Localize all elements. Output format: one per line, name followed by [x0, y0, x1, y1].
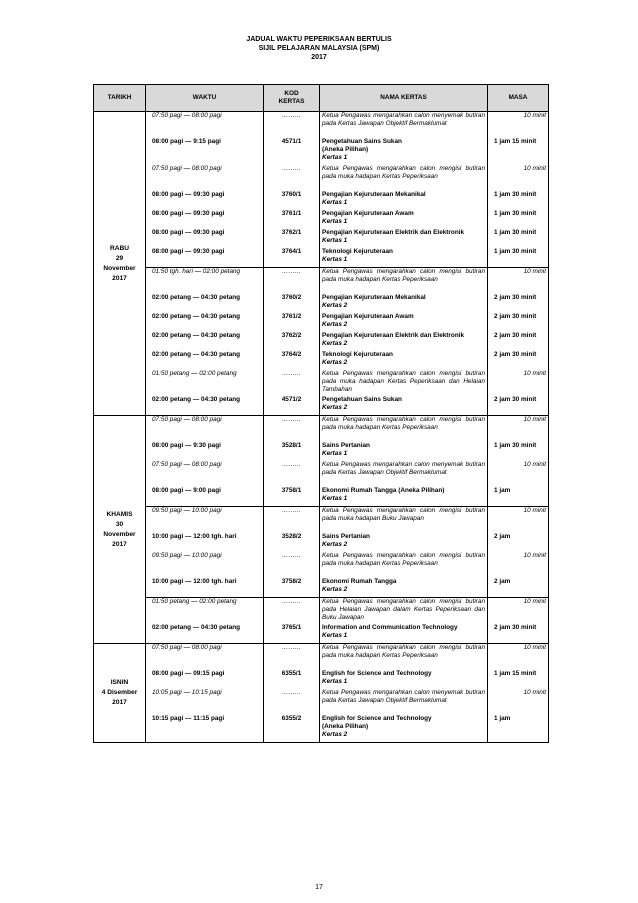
waktu-cell: 10:05 pagi — 10:15 pagi	[146, 689, 264, 715]
kertas-label: Kertas 1	[322, 218, 348, 225]
nama-text: Ketua Pengawas mengarahkan calon mengisi butiran pada muka hadapan Kertas Peperiksaan	[322, 268, 485, 283]
nama-cell	[320, 313, 488, 332]
nama-text: Ketua Pengawas mengarahkan calon mengisi butiran pada Helaian Jawapan dalam Kertas Peperiksaan dan Buku Jawapan	[322, 598, 485, 621]
nama-cell	[320, 670, 488, 689]
day-label-line: November	[103, 264, 136, 272]
nama-cell	[320, 191, 488, 210]
nama-text: Pengajian Kejuruteraan Mekanikal	[322, 191, 426, 198]
waktu-cell: 07:50 pagi — 08:00 pagi	[146, 644, 264, 671]
masa-cell: 2 jam 30 minit	[488, 351, 549, 370]
day-cell	[94, 112, 146, 416]
kod-cell: 3528/2	[264, 533, 320, 552]
day-label-line: 2017	[112, 274, 127, 282]
day-label-line: 2017	[112, 699, 127, 706]
nama-text: Ketua Pengawas mengarahkan calon mengisi butiran pada muka hadapan Buku Jawapan	[322, 507, 485, 522]
nama-text: Sains Pertanian	[322, 533, 370, 540]
waktu-cell: 02:00 petang — 04:30 petang	[146, 313, 264, 332]
kertas-label: Kertas 2	[322, 340, 348, 347]
kod-cell: 4571/1	[264, 138, 320, 165]
title-line-2: SIJIL PELAJARAN MALAYSIA (SPM)	[258, 45, 380, 52]
table-row	[94, 689, 549, 715]
waktu-cell: 08:00 pagi — 09:30 pagi	[146, 229, 264, 248]
nama-cell	[320, 416, 488, 443]
masa-cell: 1 jam 30 minit	[488, 191, 549, 210]
nama-subtext: (Aneka Pilihan)	[322, 146, 369, 153]
waktu-cell: 01:50 petang — 02:00 petang	[146, 370, 264, 396]
table-row	[94, 715, 549, 743]
nama-text: Information and Communication Technology	[322, 624, 458, 631]
waktu-cell: 02:00 petang — 04:30 petang	[146, 396, 264, 416]
kertas-label: Kertas 2	[322, 731, 348, 738]
nama-cell	[320, 487, 488, 507]
waktu-cell: 09:50 pagi — 10:00 pagi	[146, 507, 264, 534]
kertas-label: Kertas 2	[322, 321, 348, 328]
table-row	[94, 112, 549, 139]
kertas-label: Kertas 1	[322, 154, 348, 161]
waktu-cell: 10:15 pagi — 11:15 pagi	[146, 715, 264, 743]
masa-cell: 1 jam 15 minit	[488, 138, 549, 165]
nama-text: Pengajian Kejuruteraan Elektrik dan Elektronik	[322, 229, 465, 236]
kertas-label: Kertas 1	[322, 632, 348, 639]
kod-cell: 3761/1	[264, 210, 320, 229]
nama-text: Teknologi Kejuruteraan	[322, 351, 393, 358]
kod-cell: ………	[264, 644, 320, 671]
waktu-cell: 01:50 tgh. hari — 02:00 petang	[146, 268, 264, 295]
table-row	[94, 268, 549, 295]
masa-cell: 2 jam 30 minit	[488, 332, 549, 351]
masa-cell: 2 jam 30 minit	[488, 294, 549, 313]
kod-cell: ………	[264, 552, 320, 578]
kod-cell: 3760/2	[264, 294, 320, 313]
nama-cell	[320, 644, 488, 671]
table-row	[94, 351, 549, 370]
nama-cell	[320, 578, 488, 598]
waktu-cell: 07:50 pagi — 08:00 pagi	[146, 416, 264, 443]
kertas-label: Kertas 1	[322, 495, 348, 502]
nama-text: Ekonomi Rumah Tangga (Aneka Pilihan)	[322, 487, 445, 494]
table-row	[94, 370, 549, 396]
table-row	[94, 294, 549, 313]
nama-text: Pengajian Kejuruteraan Awam	[322, 210, 414, 217]
waktu-cell: 09:50 pagi — 10:00 pagi	[146, 552, 264, 578]
nama-text: Ketua Pengawas mengarahkan calon menyemak butiran pada Kertas Jawapan Objektif Bermaklumat	[322, 461, 485, 476]
nama-text: Ekonomi Rumah Tangga	[322, 578, 397, 585]
kod-cell: ………	[264, 416, 320, 443]
nama-cell	[320, 598, 488, 625]
masa-cell: 10 minit	[488, 112, 549, 139]
masa-cell: 1 jam 30 minit	[488, 248, 549, 268]
table-row	[94, 578, 549, 598]
nama-cell	[320, 268, 488, 295]
nama-cell	[320, 210, 488, 229]
table-row	[94, 487, 549, 507]
kod-cell: ………	[264, 268, 320, 295]
kod-cell: ………	[264, 507, 320, 534]
kod-cell: ………	[264, 165, 320, 191]
nama-cell	[320, 112, 488, 139]
masa-cell: 10 minit	[488, 165, 549, 191]
header-tarikh: TARIKH	[94, 85, 146, 112]
nama-cell	[320, 138, 488, 165]
kod-cell: 3758/2	[264, 578, 320, 598]
masa-cell: 2 jam	[488, 578, 549, 598]
nama-text: Pengetahuan Sains Sukan	[322, 396, 402, 403]
kertas-label: Kertas 1	[322, 199, 348, 206]
kod-cell: 3760/1	[264, 191, 320, 210]
masa-cell: 10 minit	[488, 552, 549, 578]
nama-cell	[320, 715, 488, 743]
table-row	[94, 507, 549, 534]
nama-cell	[320, 442, 488, 461]
table-row	[94, 210, 549, 229]
table-row	[94, 670, 549, 689]
waktu-cell: 02:00 petang — 04:30 petang	[146, 294, 264, 313]
nama-text: Ketua Pengawas mengarahkan calon mengisi butiran pada muka hadapan Kertas Peperiksaan	[322, 416, 485, 431]
nama-subtext: (Aneka Pilihan)	[322, 723, 369, 730]
waktu-cell: 07:50 pagi — 08:00 pagi	[146, 461, 264, 487]
nama-cell	[320, 624, 488, 644]
table-row	[94, 598, 549, 625]
kod-cell: 6355/2	[264, 715, 320, 743]
masa-cell: 10 minit	[488, 507, 549, 534]
masa-cell: 10 minit	[488, 370, 549, 396]
nama-cell	[320, 351, 488, 370]
waktu-cell: 01:50 petang — 02:00 petang	[146, 598, 264, 625]
kertas-label: Kertas 2	[322, 404, 348, 411]
table-row	[94, 624, 549, 644]
nama-cell	[320, 294, 488, 313]
day-label-line: 29	[115, 254, 124, 262]
nama-cell	[320, 248, 488, 268]
masa-cell: 10 minit	[488, 689, 549, 715]
kertas-label: Kertas 2	[322, 302, 348, 309]
header-nama: NAMA KERTAS	[320, 85, 488, 112]
nama-cell	[320, 552, 488, 578]
kertas-label: Kertas 1	[322, 678, 348, 685]
table-row	[94, 442, 549, 461]
waktu-cell: 08:00 pagi — 9:00 pagi	[146, 487, 264, 507]
kod-cell: 3528/1	[264, 442, 320, 461]
masa-cell: 1 jam 30 minit	[488, 442, 549, 461]
masa-cell: 1 jam	[488, 487, 549, 507]
nama-text: Ketua Pengawas mengarahkan calon mengisi butiran pada muka hadapan Kertas Peperiksaan	[322, 552, 485, 567]
header-waktu: WAKTU	[146, 85, 264, 112]
day-cell	[94, 416, 146, 644]
kod-cell: ………	[264, 461, 320, 487]
day-label-line: 4 Disember	[101, 689, 138, 696]
masa-cell: 10 minit	[488, 598, 549, 625]
day-label-line: 30	[115, 520, 124, 528]
kod-cell: ………	[264, 370, 320, 396]
waktu-cell: 02:00 petang — 04:30 petang	[146, 624, 264, 644]
waktu-cell: 08:00 pagi — 9:15 pagi	[146, 138, 264, 165]
kod-cell: ………	[264, 689, 320, 715]
day-label-line: November	[103, 530, 136, 538]
nama-cell	[320, 332, 488, 351]
nama-cell	[320, 461, 488, 487]
day-cell	[94, 644, 146, 743]
nama-cell	[320, 229, 488, 248]
nama-cell	[320, 370, 488, 396]
nama-text: Pengajian Kejuruteraan Elektrik dan Elektronik	[322, 332, 465, 339]
nama-text: English for Science and Technology	[322, 670, 432, 677]
day-label-line: 2017	[112, 540, 127, 548]
nama-text: Ketua Pengawas mengarahkan calon menyemak butiran pada Kertas Jawapan Objektif Bermaklumat	[322, 112, 485, 127]
waktu-cell: 02:00 petang — 04:30 petang	[146, 332, 264, 351]
nama-text: Ketua Pengawas mengarahkan calon mengisi butiran pada muka hadapan Kertas Peperiksaan dan Helaian Tambahan	[322, 370, 485, 393]
masa-cell: 2 jam	[488, 533, 549, 552]
waktu-cell: 10:00 pagi — 12:00 tgh. hari	[146, 533, 264, 552]
table-row	[94, 416, 549, 443]
timetable-body	[94, 112, 549, 743]
waktu-cell: 08:00 pagi — 09:30 pagi	[146, 210, 264, 229]
day-label-line: RABU	[109, 244, 130, 252]
kod-cell: 3758/1	[264, 487, 320, 507]
masa-cell: 2 jam 30 minit	[488, 624, 549, 644]
masa-cell: 10 minit	[488, 461, 549, 487]
masa-cell: 10 minit	[488, 268, 549, 295]
masa-cell: 2 jam 30 minit	[488, 396, 549, 416]
kod-cell: 4571/2	[264, 396, 320, 416]
title-line-1: JADUAL WAKTU PEPERIKSAAN BERTULIS	[246, 36, 392, 43]
masa-cell: 1 jam	[488, 715, 549, 743]
exam-timetable	[93, 84, 549, 743]
kod-cell: 3765/1	[264, 624, 320, 644]
waktu-cell: 10:00 pagi — 12:00 tgh. hari	[146, 578, 264, 598]
kertas-label: Kertas 1	[322, 256, 348, 263]
waktu-cell: 07:50 pagi — 08:00 pagi	[146, 165, 264, 191]
nama-text: Pengetahuan Sains Sukan	[322, 138, 402, 145]
nama-text: Ketua Pengawas mengarahkan calon mengisi butiran pada muka hadapan Kertas Peperiksaan	[322, 644, 485, 659]
waktu-cell: 08:00 pagi — 09:30 pagi	[146, 248, 264, 268]
table-row	[94, 313, 549, 332]
table-row	[94, 332, 549, 351]
nama-text: Teknologi Kejuruteraan	[322, 248, 393, 255]
kod-cell: 3764/2	[264, 351, 320, 370]
masa-cell: 10 minit	[488, 416, 549, 443]
masa-cell: 10 minit	[488, 644, 549, 671]
masa-cell: 1 jam 15 minit	[488, 670, 549, 689]
table-row	[94, 229, 549, 248]
kod-cell: 3762/2	[264, 332, 320, 351]
nama-cell	[320, 396, 488, 416]
table-header-row	[94, 85, 549, 112]
table-row	[94, 396, 549, 416]
table-row	[94, 533, 549, 552]
table-row	[94, 191, 549, 210]
nama-text: Ketua Pengawas mengarahkan calon mengisi butiran pada muka hadapan Kertas Peperiksaan	[322, 165, 485, 180]
nama-cell	[320, 507, 488, 534]
kertas-label: Kertas 2	[322, 541, 348, 548]
kertas-label: Kertas 2	[322, 359, 348, 366]
waktu-cell: 08:00 pagi — 09:15 pagi	[146, 670, 264, 689]
table-row	[94, 552, 549, 578]
header-masa: MASA	[488, 85, 549, 112]
page-number: 17	[315, 884, 323, 891]
table-row	[94, 165, 549, 191]
kod-cell: ………	[264, 112, 320, 139]
nama-text: English for Science and Technology	[322, 715, 432, 722]
waktu-cell: 08:00 pagi — 9:30 pagi	[146, 442, 264, 461]
masa-cell: 1 jam 30 minit	[488, 229, 549, 248]
masa-cell: 1 jam 30 minit	[488, 210, 549, 229]
waktu-cell: 07:50 pagi — 08:00 pagi	[146, 112, 264, 139]
kod-cell: 6355/1	[264, 670, 320, 689]
nama-text: Sains Pertanian	[322, 442, 370, 449]
kertas-label: Kertas 1	[322, 450, 348, 457]
kertas-label: Kertas 2	[322, 586, 348, 593]
title-line-3: 2017	[311, 54, 327, 61]
kod-cell: 3762/1	[264, 229, 320, 248]
waktu-cell: 08:00 pagi — 09:30 pagi	[146, 191, 264, 210]
table-row	[94, 644, 549, 671]
kertas-label: Kertas 1	[322, 237, 348, 244]
nama-cell	[320, 165, 488, 191]
day-label-line: ISNIN	[110, 679, 129, 686]
nama-text: Ketua Pengawas mengarahkan calon menyemak butiran pada Kertas Jawapan Objektif Bermaklumat	[322, 689, 485, 704]
table-row	[94, 248, 549, 268]
kod-cell: ………	[264, 598, 320, 625]
kod-cell: 3761/2	[264, 313, 320, 332]
nama-cell	[320, 533, 488, 552]
waktu-cell: 02:00 petang — 04:30 petang	[146, 351, 264, 370]
header-kod: KOD KERTAS	[264, 85, 320, 112]
table-row	[94, 138, 549, 165]
nama-text: Pengajian Kejuruteraan Awam	[322, 313, 414, 320]
table-row	[94, 461, 549, 487]
kod-cell: 3764/1	[264, 248, 320, 268]
masa-cell: 2 jam 30 minit	[488, 313, 549, 332]
nama-cell	[320, 689, 488, 715]
day-label-line: KHAMIS	[106, 510, 133, 518]
nama-text: Pengajian Kejuruteraan Mekanikal	[322, 294, 426, 301]
